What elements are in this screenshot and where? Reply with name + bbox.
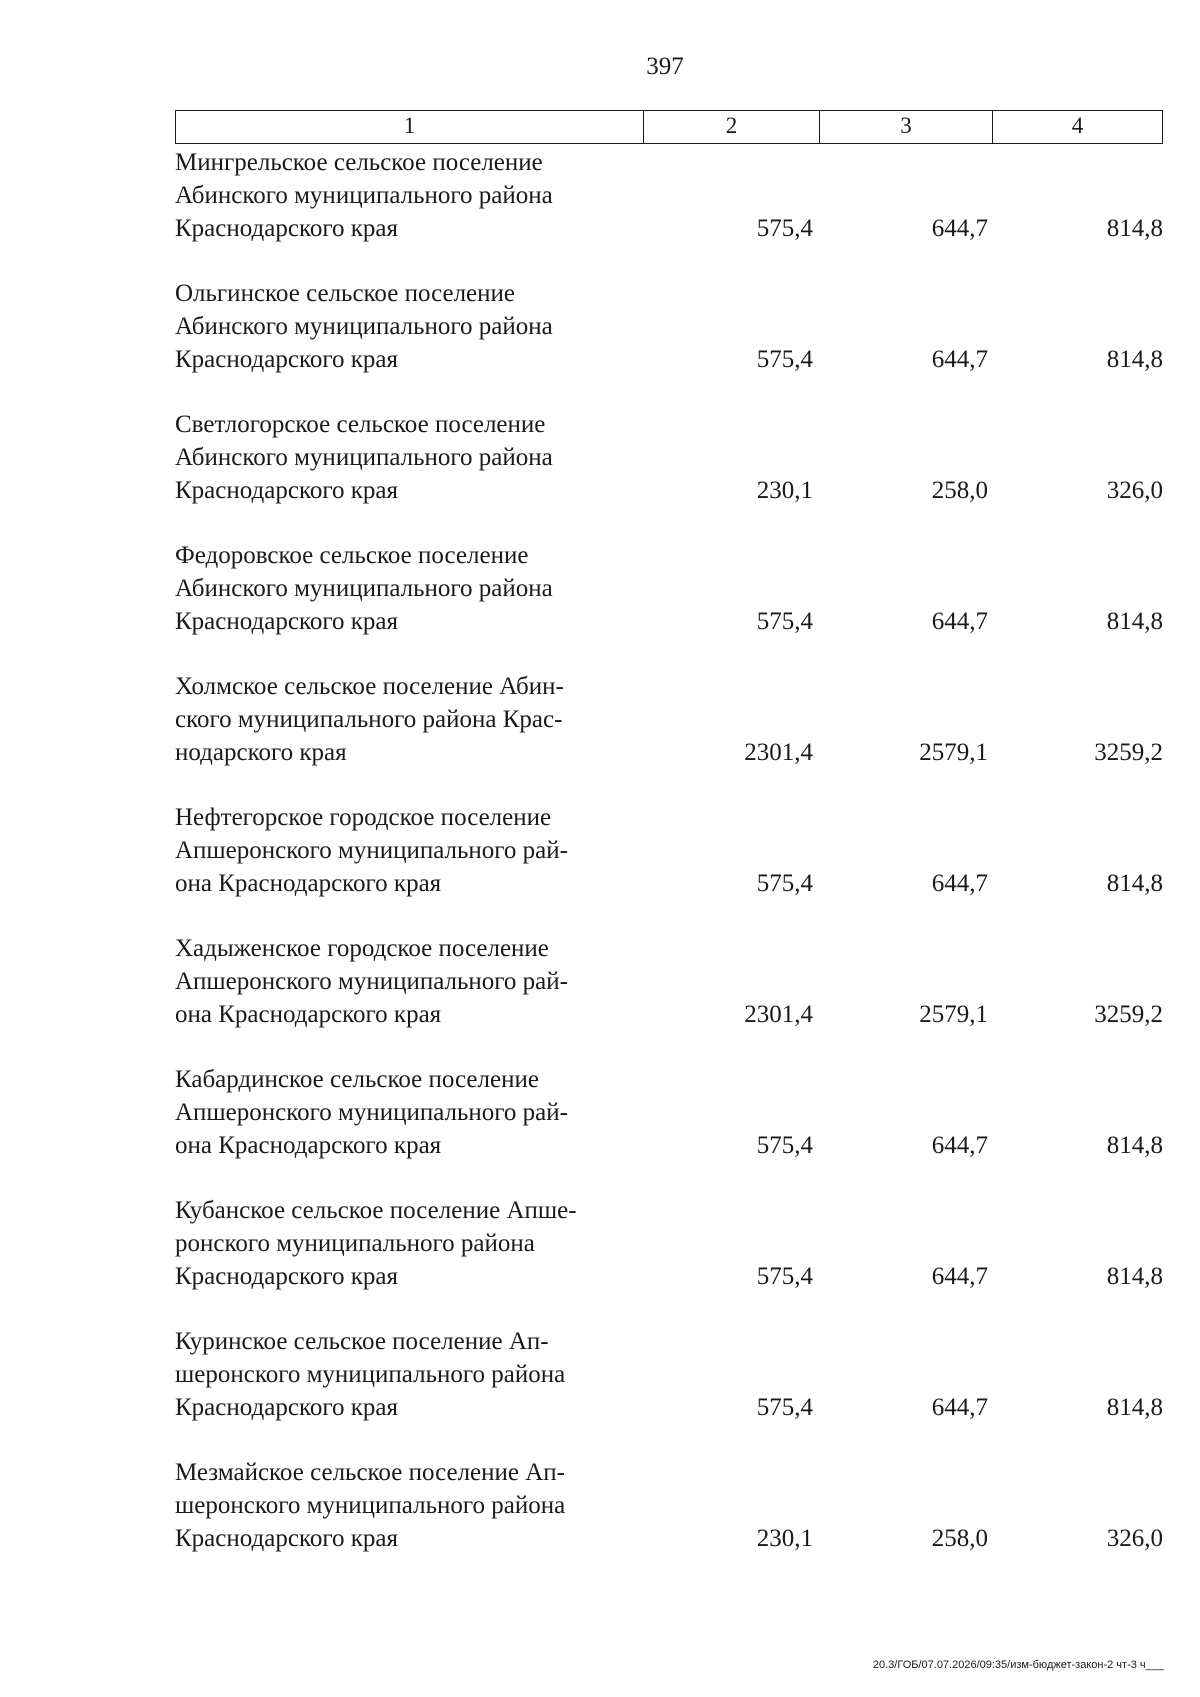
value-col-3: 2579,1 <box>919 739 988 766</box>
settlement-name: Холмское сельское поселение Абин- ского муниципального района Крас- нодарского края <box>175 673 564 766</box>
value-col-4: 814,8 <box>1106 215 1163 242</box>
value-col-3: 2579,1 <box>919 1001 988 1028</box>
value-col-3: 258,0 <box>931 1525 988 1552</box>
table-row <box>175 539 1165 670</box>
settlement-name: Светлогорское сельское поселение Абинского муниципального района Краснодарского края <box>175 411 553 504</box>
value-col-3: 644,7 <box>931 1263 988 1290</box>
value-col-2: 575,4 <box>756 215 813 242</box>
header-col-4: 4 <box>992 111 1162 143</box>
settlement-name: Ольгинское сельское поселение Абинского муниципального района Краснодарского края <box>175 280 553 373</box>
table-row <box>175 408 1165 539</box>
table-row <box>175 1194 1165 1325</box>
value-col-2: 575,4 <box>756 346 813 373</box>
table-row <box>175 146 1165 277</box>
settlement-name: Мингрельское сельское поселение Абинского муниципального района Краснодарского края <box>175 149 553 242</box>
value-col-2: 575,4 <box>756 870 813 897</box>
table-header <box>175 110 1163 144</box>
settlement-name: Кубанское сельское поселение Апше- ронского муниципального района Краснодарского края <box>175 1197 577 1290</box>
footer-document-code: 20.3/ГОБ/07.07.2026/09:35/изм-бюджет-закон-2 чт-3 ч___ <box>872 1659 1164 1671</box>
value-col-2: 575,4 <box>756 1263 813 1290</box>
value-col-3: 644,7 <box>931 608 988 635</box>
table-body <box>175 146 1165 1587</box>
value-col-2: 575,4 <box>756 1394 813 1421</box>
value-col-2: 230,1 <box>756 1525 813 1552</box>
value-col-3: 644,7 <box>931 215 988 242</box>
value-col-4: 814,8 <box>1106 1263 1163 1290</box>
header-col-1: 1 <box>403 113 416 138</box>
settlement-name: Хадыженское городское поселение Апшеронского муниципального рай- она Краснодарского края <box>175 935 568 1028</box>
header-col-3: 3 <box>819 111 992 143</box>
settlement-name: Мезмайское сельское поселение Ап- шеронского муниципального района Краснодарского края <box>175 1459 566 1552</box>
value-col-2: 2301,4 <box>744 739 813 766</box>
value-col-3: 644,7 <box>931 346 988 373</box>
settlement-name: Кабардинское сельское поселение Апшеронского муниципального рай- она Краснодарского края <box>175 1066 568 1159</box>
value-col-4: 814,8 <box>1106 870 1163 897</box>
value-col-3: 644,7 <box>931 1394 988 1421</box>
value-col-4: 3259,2 <box>1094 739 1163 766</box>
value-col-4: 814,8 <box>1106 346 1163 373</box>
table-row <box>175 801 1165 932</box>
header-col-2: 2 <box>643 111 819 143</box>
table-row <box>175 670 1165 801</box>
value-col-2: 230,1 <box>756 477 813 504</box>
value-col-3: 644,7 <box>931 1132 988 1159</box>
settlement-name: Нефтегорское городское поселение Апшеронского муниципального рай- она Краснодарского края <box>175 804 568 897</box>
value-col-3: 258,0 <box>931 477 988 504</box>
table-row <box>175 1063 1165 1194</box>
value-col-4: 814,8 <box>1106 608 1163 635</box>
settlement-name: Куринское сельское поселение Ап- шеронского муниципального района Краснодарского края <box>175 1328 566 1421</box>
table-row <box>175 277 1165 408</box>
settlement-name: Федоровское сельское поселение Абинского муниципального района Краснодарского края <box>175 542 553 635</box>
table-row <box>175 1456 1165 1587</box>
value-col-4: 814,8 <box>1106 1132 1163 1159</box>
value-col-4: 326,0 <box>1106 477 1163 504</box>
page-number: 397 <box>646 53 684 80</box>
value-col-2: 575,4 <box>756 1132 813 1159</box>
value-col-2: 2301,4 <box>744 1001 813 1028</box>
value-col-4: 326,0 <box>1106 1525 1163 1552</box>
value-col-4: 3259,2 <box>1094 1001 1163 1028</box>
table-row <box>175 1325 1165 1456</box>
table-row <box>175 932 1165 1063</box>
value-col-2: 575,4 <box>756 608 813 635</box>
value-col-4: 814,8 <box>1106 1394 1163 1421</box>
value-col-3: 644,7 <box>931 870 988 897</box>
